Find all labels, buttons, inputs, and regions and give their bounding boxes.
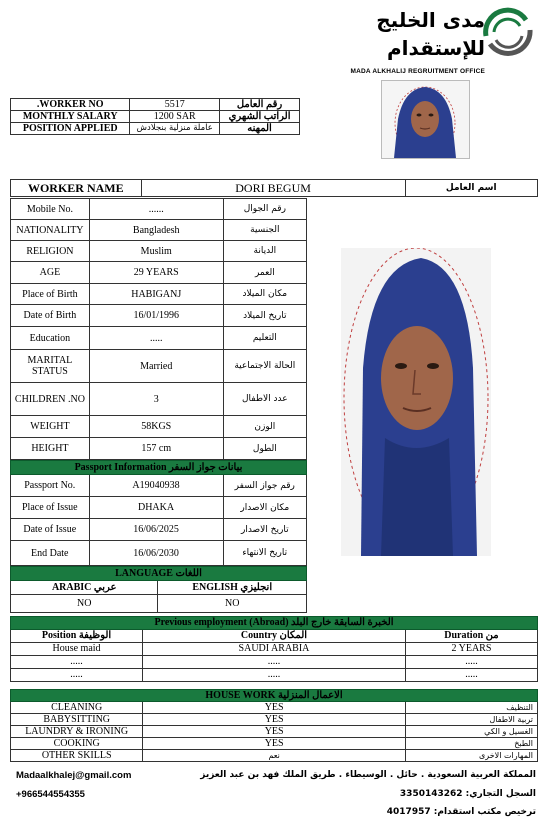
passport-value: DHAKA	[89, 497, 223, 519]
position-column-header: Position الوظيفة	[11, 630, 143, 643]
language-title: LANGUAGE اللغات	[11, 567, 307, 581]
house-work-value: نعم	[143, 750, 406, 762]
footer-email[interactable]: Madaalkhalej@gmail.com	[16, 770, 132, 781]
previous-employment-header-row	[11, 630, 538, 643]
detail-value: Married	[89, 350, 223, 383]
detail-label: NATIONALITY	[11, 220, 90, 241]
duration-column-header: Duration من	[405, 630, 537, 643]
logo-english-name: MADA ALKHALIJ REGRUITMENT OFFICE	[350, 68, 485, 75]
detail-value: 58KGS	[89, 416, 223, 438]
passport-arabic: مكان الاصدار	[223, 497, 306, 519]
footer-address: المملكة العربية السعودية . حائل . الوسيطاء . طريق الملك فهد بن عبد العزيز	[200, 770, 536, 780]
detail-value: 157 cm	[89, 438, 223, 460]
prev-duration: .....	[405, 669, 537, 682]
detail-row	[11, 350, 307, 383]
english-language-label: ENGLISH انجليزي	[158, 581, 307, 595]
worker-no-arabic: رقم العامل	[220, 99, 300, 111]
house-work-arabic: التنظيف	[405, 702, 537, 714]
detail-value: 29 YEARS	[89, 262, 223, 284]
salary-label: MONTHLY SALARY	[11, 111, 130, 123]
house-work-row	[11, 750, 538, 762]
header-table	[10, 98, 300, 135]
passport-row	[11, 541, 307, 566]
detail-value: HABIGANJ	[89, 284, 223, 305]
position-value: عاملة منزلية بنجلادش	[130, 123, 220, 135]
prev-position: .....	[11, 669, 143, 682]
footer-phone[interactable]: +966544554355	[16, 789, 85, 800]
language-title-row	[11, 567, 307, 581]
detail-value: ......	[89, 199, 223, 220]
detail-row	[11, 220, 307, 241]
detail-label: CHILDREN .NO	[11, 383, 90, 416]
house-work-label: BABYSITTING	[11, 714, 143, 726]
house-work-row	[11, 738, 538, 750]
detail-row	[11, 438, 307, 460]
house-work-label: COOKING	[11, 738, 143, 750]
language-value-row	[11, 595, 307, 613]
prev-country: SAUDI ARABIA	[143, 643, 406, 656]
passport-arabic: رقم جواز السفر	[223, 475, 306, 497]
worker-photo-small	[381, 80, 470, 159]
detail-arabic: رقم الجوال	[223, 199, 306, 220]
house-work-row	[11, 714, 538, 726]
detail-label: Mobile No.	[11, 199, 90, 220]
worker-name-value: DORI BEGUM	[141, 180, 405, 197]
detail-arabic: الديانة	[223, 241, 306, 262]
house-work-title-row	[11, 690, 538, 702]
prev-position: .....	[11, 656, 143, 669]
passport-label: Place of Issue	[11, 497, 90, 519]
house-work-arabic: المهارات الاخرى	[405, 750, 537, 762]
footer-commercial-register: السجل التجاري: 3350143262	[399, 789, 536, 799]
detail-label: MARITAL STATUS	[11, 350, 90, 383]
country-column-header: Country المكان	[143, 630, 406, 643]
detail-label: AGE	[11, 262, 90, 284]
detail-arabic: الطول	[223, 438, 306, 460]
detail-value: 3	[89, 383, 223, 416]
passport-title: Passport Information بيانات جواز السفر	[11, 461, 307, 475]
detail-arabic: الحالة الاجتماعية	[223, 350, 306, 383]
passport-value: A19040938	[89, 475, 223, 497]
salary-arabic: الراتب الشهري	[220, 111, 300, 123]
detail-row	[11, 416, 307, 438]
previous-employment-row	[11, 656, 538, 669]
detail-value: Bangladesh	[89, 220, 223, 241]
passport-arabic: تاريخ الاصدار	[223, 519, 306, 541]
house-work-row	[11, 726, 538, 738]
detail-label: RELIGION	[11, 241, 90, 262]
arabic-language-label: ARABIC عربي	[11, 581, 158, 595]
detail-arabic: عدد الاطفال	[223, 383, 306, 416]
previous-employment-table	[10, 616, 538, 682]
logo-arabic-name: مدى الخليج للإستقدام	[376, 8, 485, 60]
passport-row	[11, 475, 307, 497]
detail-arabic: التعليم	[223, 327, 306, 350]
detail-row	[11, 327, 307, 350]
house-work-arabic: الغسيل و الكي	[405, 726, 537, 738]
worker-name-table	[10, 179, 538, 197]
house-work-value: YES	[143, 714, 406, 726]
logo-text	[325, 6, 485, 75]
prev-position: House maid	[11, 643, 143, 656]
header-row-salary	[11, 111, 300, 123]
salary-value: 1200 SAR	[130, 111, 220, 123]
house-work-value: YES	[143, 702, 406, 714]
english-language-value: NO	[158, 595, 307, 613]
house-work-value: YES	[143, 726, 406, 738]
worker-name-label: WORKER NAME	[11, 180, 142, 197]
worker-no-value: 5517	[130, 99, 220, 111]
detail-arabic: العمر	[223, 262, 306, 284]
detail-label: Place of Birth	[11, 284, 90, 305]
passport-label: Date of Issue	[11, 519, 90, 541]
detail-arabic: الوزن	[223, 416, 306, 438]
position-arabic: المهنه	[220, 123, 300, 135]
passport-title-row	[11, 461, 307, 475]
detail-label: Date of Birth	[11, 305, 90, 327]
detail-row	[11, 284, 307, 305]
detail-row	[11, 262, 307, 284]
detail-value: Muslim	[89, 241, 223, 262]
detail-row	[11, 305, 307, 327]
detail-value: .....	[89, 327, 223, 350]
previous-employment-title: Previous employment (Abroad) الخبرة السابقة خارج البلد	[11, 617, 538, 630]
logo-mark-icon	[480, 6, 536, 62]
passport-row	[11, 519, 307, 541]
detail-row	[11, 241, 307, 262]
arabic-language-value: NO	[11, 595, 158, 613]
previous-employment-row	[11, 643, 538, 656]
detail-row	[11, 383, 307, 416]
prev-duration: 2 YEARS	[405, 643, 537, 656]
passport-label: Passport No.	[11, 475, 90, 497]
detail-label: WEIGHT	[11, 416, 90, 438]
detail-arabic: مكان الميلاد	[223, 284, 306, 305]
footer-license: ترخيص مكتب استقدام: 4017957	[386, 807, 536, 817]
detail-label: HEIGHT	[11, 438, 90, 460]
language-header-row	[11, 581, 307, 595]
detail-label: Education	[11, 327, 90, 350]
house-work-arabic: الطبخ	[405, 738, 537, 750]
detail-row	[11, 199, 307, 220]
worker-no-label: .WORKER NO	[11, 99, 130, 111]
prev-country: .....	[143, 656, 406, 669]
detail-arabic: تاريخ الميلاد	[223, 305, 306, 327]
passport-label: End Date	[11, 541, 90, 566]
house-work-label: OTHER SKILLS	[11, 750, 143, 762]
details-table	[10, 198, 307, 460]
passport-value: 16/06/2025	[89, 519, 223, 541]
passport-table	[10, 460, 307, 566]
language-table	[10, 566, 307, 613]
house-work-value: YES	[143, 738, 406, 750]
house-work-title: HOUSE WORK الاعمال المنزلية	[11, 690, 538, 702]
passport-arabic: تاريخ الانتهاء	[223, 541, 306, 566]
header-row-worker-no	[11, 99, 300, 111]
house-work-label: LAUNDRY & IRONING	[11, 726, 143, 738]
position-label: POSITION APPLIED	[11, 123, 130, 135]
detail-value: 16/01/1996	[89, 305, 223, 327]
prev-duration: .....	[405, 656, 537, 669]
passport-value: 16/06/2030	[89, 541, 223, 566]
house-work-label: CLEANING	[11, 702, 143, 714]
worker-photo-large	[341, 248, 491, 556]
passport-row	[11, 497, 307, 519]
house-work-arabic: تربية الاطفال	[405, 714, 537, 726]
previous-employment-title-row	[11, 617, 538, 630]
previous-employment-row	[11, 669, 538, 682]
header-row-position	[11, 123, 300, 135]
worker-name-arabic: اسم العامل	[405, 180, 537, 197]
detail-arabic: الجنسية	[223, 220, 306, 241]
house-work-table	[10, 689, 538, 762]
worker-name-row	[11, 180, 538, 197]
prev-country: .....	[143, 669, 406, 682]
house-work-row	[11, 702, 538, 714]
